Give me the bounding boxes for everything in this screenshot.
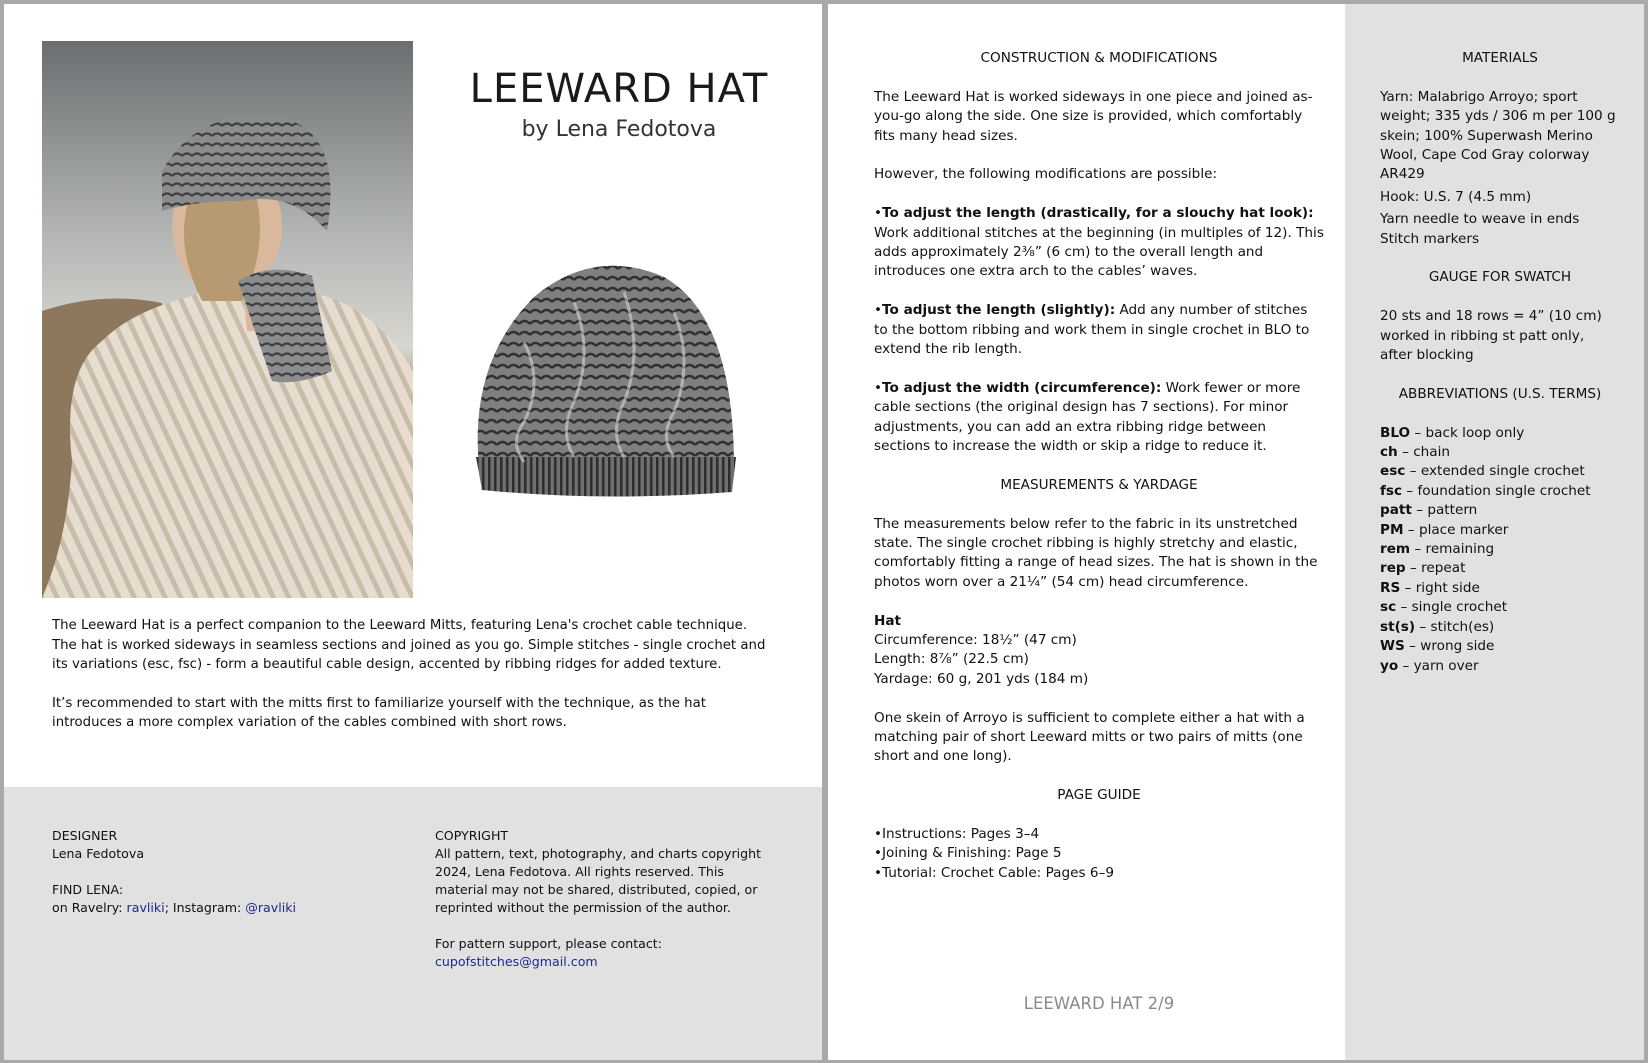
hat-label: Hat <box>874 612 902 629</box>
abbreviation-term: WS <box>1380 638 1405 655</box>
abbreviation-term: esc <box>1380 463 1406 480</box>
modification-item <box>874 379 1324 457</box>
abbreviation-definition: – remaining <box>1410 541 1495 558</box>
social-links <box>52 899 382 917</box>
find-label: FIND LENA: <box>52 882 124 897</box>
materials-heading: MATERIALS <box>1462 50 1538 66</box>
abbreviation-term: ch <box>1380 444 1398 461</box>
page-2 <box>828 4 1644 1060</box>
abbreviation-item <box>1380 462 1620 481</box>
abbreviation-term: st(s) <box>1380 618 1416 635</box>
abbreviation-term: sc <box>1380 599 1397 616</box>
page-guide-heading: PAGE GUIDE <box>1057 787 1141 804</box>
ravelry-link[interactable]: ravliki <box>126 900 165 915</box>
abbreviation-definition: – back loop only <box>1410 424 1525 441</box>
find-prefix: on Ravelry: <box>52 900 127 915</box>
abbreviation-term: patt <box>1380 502 1412 519</box>
designer-label: DESIGNER <box>52 828 118 843</box>
abbreviation-item <box>1380 579 1620 598</box>
abbreviation-definition: – single crochet <box>1396 599 1508 616</box>
abbreviation-definition: – right side <box>1400 579 1480 596</box>
abbreviation-item <box>1380 540 1620 559</box>
abbreviation-item <box>1380 521 1620 540</box>
intro-paragraph: The Leeward Hat is a perfect companion to the Leeward Mitts, featuring Lena's crochet cable technique. The hat is worked sideways in seamless sections and joined as you go. Simple stitches - single crochet and its variations (esc, fsc) - form a beautiful cable design, accented by ribbing ridges for added texture. <box>52 618 766 673</box>
designer-info <box>52 827 382 935</box>
page-number-footer: LEEWARD HAT 2/9 <box>1023 994 1175 1013</box>
page-guide-item: •Joining & Finishing: Page 5 <box>874 845 1062 862</box>
bullet: • <box>874 379 883 396</box>
abbreviation-item <box>1380 424 1620 443</box>
page-guide-list <box>874 825 1324 883</box>
abbreviation-term: rep <box>1380 560 1406 577</box>
abbreviation-definition: – yarn over <box>1398 657 1479 674</box>
modification-item <box>874 301 1324 359</box>
modification-label: To adjust the length (drastically, for a slouchy hat look): <box>882 205 1314 222</box>
gauge-heading: GAUGE FOR SWATCH <box>1428 269 1572 286</box>
abbreviation-definition: – stitch(es) <box>1415 618 1495 635</box>
hat-measurement-line: Yardage: 60 g, 201 yds (184 m) <box>874 670 1089 687</box>
intro-paragraph: It’s recommended to start with the mitts first to familiarize yourself with the technique, as the hat introduces a more complex variation of the cables combined with short rows. <box>52 695 706 731</box>
abbreviation-item <box>1380 443 1620 462</box>
support-email-link[interactable]: cupofstitches@gmail.com <box>435 954 598 969</box>
bullet: • <box>874 205 883 222</box>
page-title: LEEWARD HAT <box>469 66 769 112</box>
materials-list <box>1380 88 1620 249</box>
construction-paragraph: However, the following modifications are possible: <box>874 166 1218 183</box>
page-guide-item: •Instructions: Pages 3–4 <box>874 826 1040 843</box>
abbreviation-item <box>1380 482 1620 501</box>
abbreviation-definition: – repeat <box>1405 560 1466 577</box>
hat-measurement-line: Circumference: 18½” (47 cm) <box>874 632 1077 649</box>
gauge-text: 20 sts and 18 rows = 4” (10 cm) worked in ribbing st patt only, after blocking <box>1380 308 1602 364</box>
materials-item: Yarn: Malabrigo Arroyo; sport weight; 335 yds / 306 m per 100 g skein; 100% Superwash Merino Wool, Cape Cod Gray colorway AR429 <box>1380 88 1616 183</box>
construction-heading: CONSTRUCTION & MODIFICATIONS <box>980 50 1218 66</box>
abbreviation-term: PM <box>1380 521 1404 538</box>
materials-item: Yarn needle to weave in ends <box>1380 211 1580 228</box>
main-column <box>874 49 1324 903</box>
intro-text <box>52 616 772 752</box>
support-text: For pattern support, please contact: <box>435 936 662 951</box>
abbreviation-definition: – extended single crochet <box>1405 463 1585 480</box>
abbreviation-definition: – foundation single crochet <box>1402 482 1591 499</box>
page-guide-item: •Tutorial: Crochet Cable: Pages 6–9 <box>874 864 1114 881</box>
abbreviation-term: RS <box>1380 579 1401 596</box>
abbreviation-item <box>1380 657 1620 676</box>
hat-photo <box>464 252 754 512</box>
abbreviation-definition: – place marker <box>1403 521 1509 538</box>
construction-paragraph: The Leeward Hat is worked sideways in one piece and joined as-you-go along the side. One size is provided, which comfortably fits many head sizes. <box>874 88 1313 144</box>
hat-measurement-line: Length: 8⅞” (22.5 cm) <box>874 651 1029 668</box>
modification-text: Work fewer or more cable sections (the original design has 7 sections). For minor adjustments, you can add an extra ribbing ridge between sections to increase the width or skip a ridge to reduce it. <box>874 379 1301 455</box>
skein-paragraph: One skein of Arroyo is sufficient to complete either a hat with a matching pair of short Leeward mitts or two pairs of mitts (one short and one long). <box>874 709 1305 765</box>
modification-text: Add any number of stitches to the bottom ribbing and work them in single crochet in BLO to extend the rib length. <box>874 302 1310 358</box>
instagram-link[interactable]: @ravliki <box>245 900 296 915</box>
measurements-paragraph: The measurements below refer to the fabric in its unstretched state. The single crochet ribbing is highly stretchy and elastic, comfortably fitting a range of head sizes. The hat is shown in the photos worn over a 21¼” (54 cm) head circumference. <box>874 515 1318 590</box>
modification-label: To adjust the length (slightly): <box>882 302 1116 319</box>
materials-item: Stitch markers <box>1380 230 1480 247</box>
abbreviation-item <box>1380 501 1620 520</box>
abbreviation-definition: – wrong side <box>1404 638 1495 655</box>
copyright-label: COPYRIGHT <box>435 828 509 843</box>
abbreviation-item <box>1380 637 1620 656</box>
abbreviation-definition: – pattern <box>1411 502 1478 519</box>
copyright-info <box>435 827 775 989</box>
abbreviation-definition: – chain <box>1397 444 1451 461</box>
abbreviation-term: BLO <box>1380 424 1411 441</box>
author-subtitle: by Lena Fedotova <box>521 117 717 142</box>
abbreviation-item <box>1380 598 1620 617</box>
hat-measurements <box>874 612 1324 690</box>
copyright-text: All pattern, text, photography, and charts copyright 2024, Lena Fedotova. All rights reserved. This material may not be shared, distributed, copied, or reprinted without the permission of the author. <box>435 846 762 915</box>
abbreviation-item <box>1380 618 1620 637</box>
find-mid: ; Instagram: <box>164 900 246 915</box>
abbreviations-list <box>1380 424 1620 676</box>
modification-text: Work additional stitches at the beginning (in multiples of 12). This adds approximately 2⅜” (6 cm) to the overall length and introduces one extra arch to the cables’ waves. <box>874 224 1324 280</box>
measurements-heading: MEASUREMENTS & YARDAGE <box>1000 476 1198 493</box>
sidebar <box>1345 4 1644 1060</box>
designer-name: Lena Fedotova <box>52 846 145 861</box>
abbreviation-term: fsc <box>1380 482 1403 499</box>
page-1-footer <box>4 787 822 1060</box>
abbreviation-item <box>1380 559 1620 578</box>
abbreviations-heading: ABBREVIATIONS (U.S. TERMS) <box>1398 385 1602 402</box>
modification-item <box>874 204 1324 282</box>
modification-label: To adjust the width (circumference): <box>882 379 1162 396</box>
page-1 <box>4 4 822 1060</box>
abbreviation-term: yo <box>1380 657 1399 674</box>
model-photo <box>42 41 413 598</box>
materials-item: Hook: U.S. 7 (4.5 mm) <box>1380 188 1532 205</box>
abbreviation-term: rem <box>1380 541 1411 558</box>
bullet: • <box>874 302 883 319</box>
